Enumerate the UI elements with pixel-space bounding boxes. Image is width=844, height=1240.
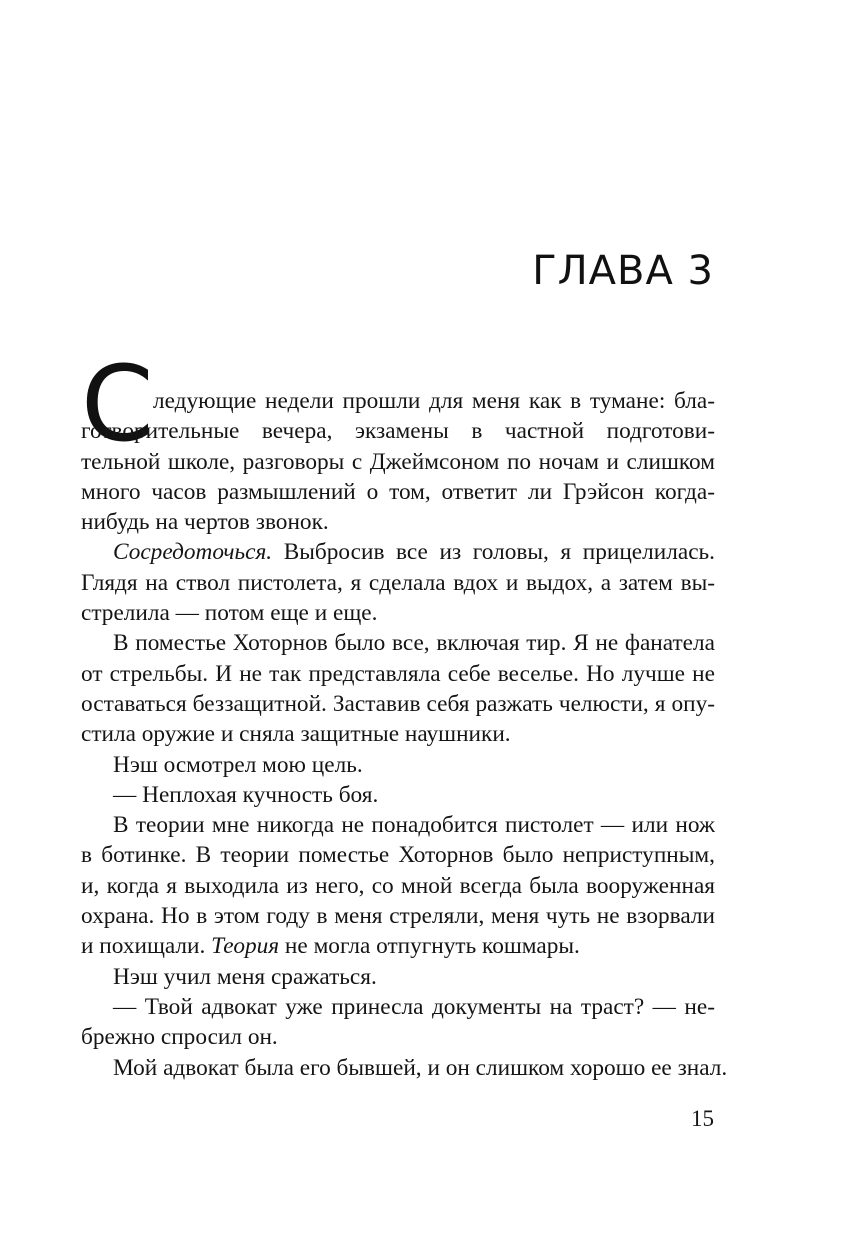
text-line: Нэш учил меня сражаться. — [113, 963, 377, 990]
text-line: Нэш осмотрел мою цель. — [113, 751, 363, 778]
text-line: В теории мне никогда не понадобится пистолет — или нож — [113, 812, 715, 839]
text-line: охрана. Но в этом году в меня стреляли, меня чуть не взорвали — [81, 903, 715, 930]
text-line: нибудь на чертов звонок. — [81, 509, 329, 536]
text-line: Глядя на ствол пистолета, я сделала вдох и выдох, а затем вы- — [81, 569, 715, 596]
text-line: и, когда я выходила из него, со мной всегда была вооруженная — [81, 872, 715, 899]
text-line: стила оружие и сняла защитные наушники. — [81, 721, 511, 748]
text-line: тельной школе, разговоры с Джеймсоном по ночам и слишком — [81, 448, 715, 475]
text-line: В поместье Хоторнов было все, включая тир. Я не фанатела — [113, 630, 715, 657]
page-number: 15 — [691, 1106, 714, 1131]
text-line: оставаться беззащитной. Заставив себя разжать челюсти, я опу- — [81, 690, 715, 717]
text-line: — Неплохая кучность боя. — [113, 781, 379, 808]
text-line: — Твой адвокат уже принесла документы на траст? — не- — [113, 993, 715, 1020]
italic-emphasis: Теория — [211, 933, 280, 960]
text-line: ледующие недели прошли для меня как в тумане: бла- — [153, 388, 715, 414]
text-line: Мой адвокат была его бывшей, и он слишком хорошо ее знал. — [113, 1054, 728, 1081]
text-line: стрелила — потом еще и еще. — [81, 600, 378, 627]
text-line: брежно спросил он. — [81, 1024, 278, 1051]
italic-emphasis: Сосредоточься. — [113, 539, 273, 566]
chapter-title: ГЛАВА 3 — [532, 248, 714, 294]
text-line — [81, 537, 715, 567]
text-line: в ботинке. В теории поместье Хоторнов было неприступным, — [81, 842, 715, 869]
text-line — [81, 931, 715, 961]
text-line: от стрельбы. И не так представляла себе веселье. Но лучше не — [81, 660, 715, 687]
body-text — [81, 386, 728, 1083]
text-fragment: и похищали. — [81, 933, 212, 960]
text-fragment: не могла отпугнуть кошмары. — [279, 933, 580, 960]
text-line: много часов размышлений о том, ответит ли Грэйсон когда- — [81, 478, 715, 505]
text-fragment: Выбросив все из головы, я прицелилась. — [272, 539, 715, 566]
drop-cap: С — [81, 343, 154, 465]
text-line: готворительные вечера, экзамены в частной подготови- — [81, 418, 715, 445]
